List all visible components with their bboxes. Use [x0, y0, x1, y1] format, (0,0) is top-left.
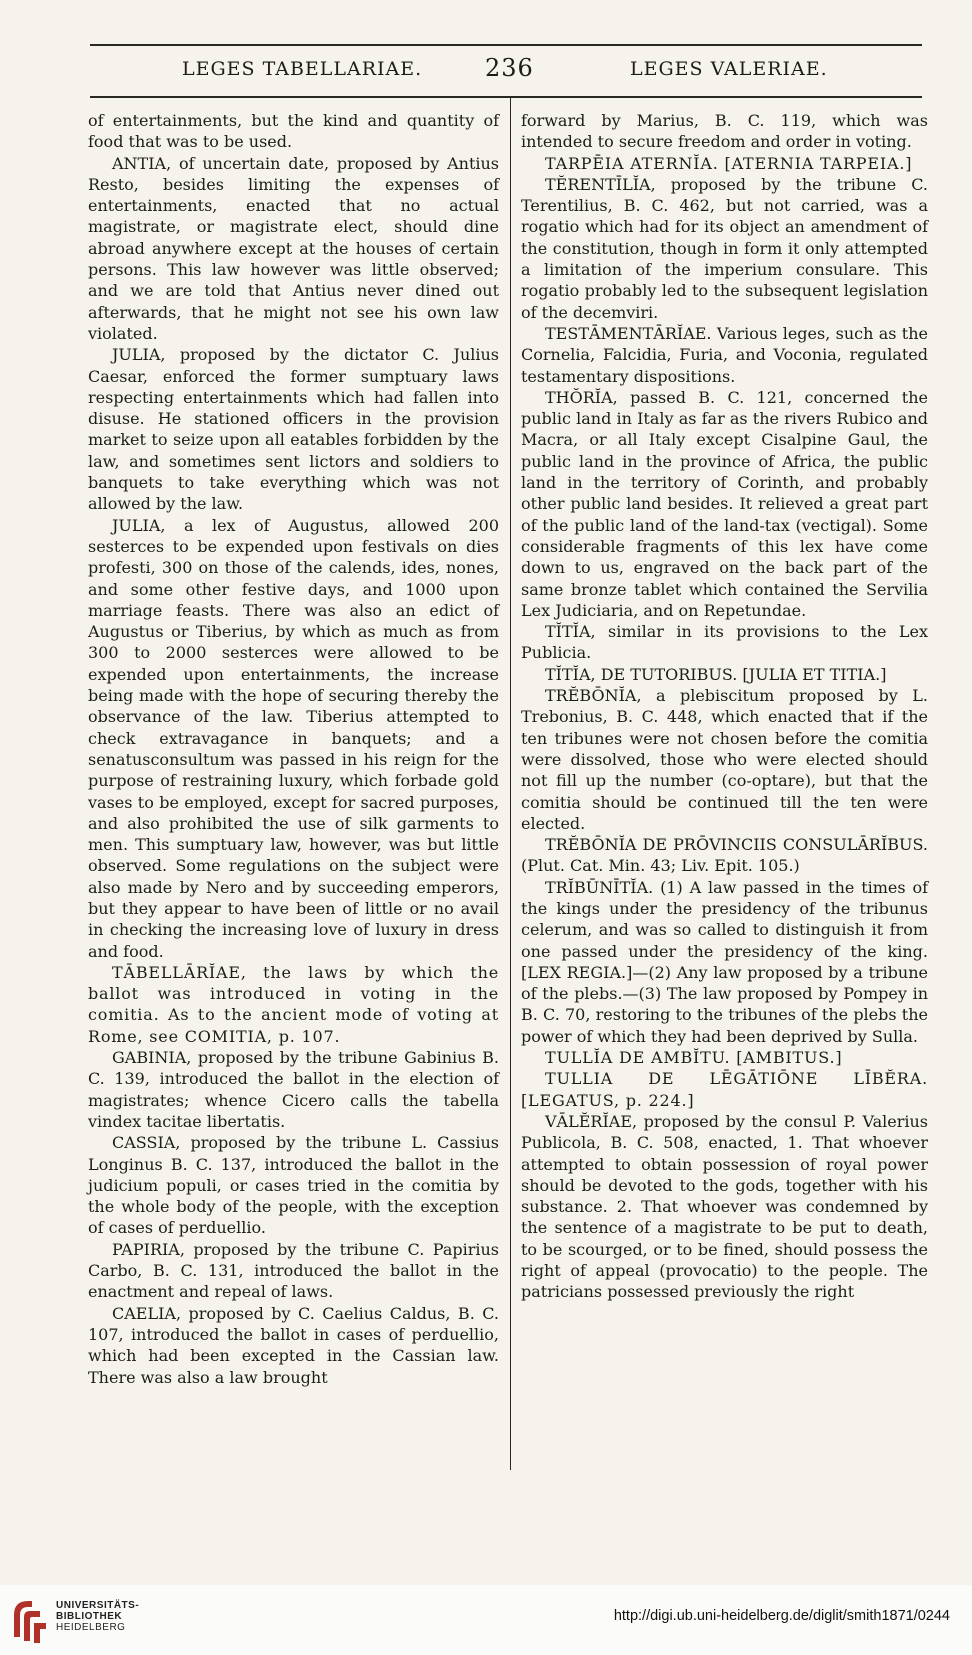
column-divider [510, 98, 511, 1470]
page-number: 236 [485, 54, 534, 82]
paragraph: TULLĬA DE AMBĬTU. [AMBITUS.] [545, 1048, 843, 1068]
paragraph: VĀLĔRĬAE, proposed by the consul P. Valerius Publicola, B. C. 508, enacted, 1. That whoever attempted to obtain possession of royal power should be devoted to the gods, together with his substance. 2. That whoever was condemned by the sentence of a magistrate to be put to death, to be scourged, or to be fined, should possess the right of appeal (provocatio) to the people. The patricians possessed previously the right [521, 1111, 928, 1302]
top-rule [90, 44, 922, 46]
paragraph: JULIA, a lex of Augustus, allowed 200 sesterces to be expended upon festivals on dies profesti, 300 on those of the calends, ides, nones, and some other festive days, and 1000 upon marriage feasts. There was also an edict of Augustus or Tiberius, by which as much as from 300 to 2000 sesterces were allowed to be expended upon entertainments, the increase being made with the hope of securing thereby the observance of the law. Tiberius attempted to check extravagance in banquets; and a senatusconsultum was passed in his reign for the purpose of restraining luxury, which forbade gold vases to be employed, except for sacred purposes, and also prohibited the use of silk garments to men. This sumptuary law, however, was but little observed. Some regulations on the subject were also made by Nero and by succeeding emperors, but they appear to have been of little or no avail in checking the increasing love of luxury in dress and food. [88, 515, 499, 961]
left-column [88, 110, 499, 1388]
source-url-link[interactable]: http://digi.ub.uni-heidelberg.de/diglit/smith1871/0244 [613, 1608, 950, 1624]
paragraph: TARPĒIA ATERNĬA. [ATERNIA TARPEIA.] [545, 153, 913, 173]
library-line: HEIDELBERG [56, 1622, 126, 1633]
paragraph: TRĔBŌNĬA DE PRŌVINCIIS CONSULĀRĬBUS. (Plut. Cat. Min. 43; Liv. Epit. 105.) [521, 835, 928, 876]
paragraph: TRĔBŌNĬA, a plebiscitum proposed by L. Trebonius, B. C. 448, which enacted that if the ten tribunes were not chosen before the comitia were dissolved, those who were elected should not fill up the number (co-optare), but that the comitia should be continued till the ten were elected. [521, 686, 928, 833]
header-rule [90, 96, 922, 98]
paragraph: TĬTĬA, similar in its provisions to the Lex Publicia. [521, 622, 928, 663]
paragraph: TRĬBŪNĪTĬA. (1) A law passed in the times of the kings under the presidency of the tribunus celerum, and was so called to distinguish it from one passed under the presidency of the king. [LEX REGIA.]—(2) Any law proposed by a tribune of the plebs.—(3) The law proposed by Pompey in B. C. 70, restoring to the tribunes of the plebs the power of which they had been deprived by Sulla. [521, 877, 928, 1046]
paragraph: CASSIA, proposed by the tribune L. Cassius Longinus B. C. 137, introduced the ballot in the judicium populi, or cases tried in the comitia by the whole body of the people, with the exception of cases of perduellio. [88, 1133, 499, 1238]
library-line: UNIVERSITÄTS- [56, 1600, 140, 1611]
paragraph: TESTĀMENTĀRĬAE. Various leges, such as the Cornelia, Falcidia, Furia, and Voconia, regulated testamentary dispositions. [521, 323, 928, 386]
paragraph: of entertainments, but the kind and quantity of food that was to be used. [88, 111, 499, 152]
paragraph: THŎRĬA, passed B. C. 121, concerned the public land in Italy as far as the rivers Rubico and Macra, or all Italy except Cisalpine Gaul, the public land in the province of Africa, the public land in the territory of Corinth, and probably other public land besides. It relieved a great part of the public land of the land-tax (vectigal). Some considerable fragments of this lex have come down to us, engraved on the back part of the same bronze tablet which contained the Servilia Lex Judiciaria, and on Repetundae. [521, 387, 928, 620]
paragraph: TĀBELLĀRĬAE, the laws by which the ballot was introduced in voting in the comitia. As to the ancient mode of voting at Rome, see COMITIA, p. 107. [88, 962, 499, 1046]
header-left-title: LEGES TABELLARIAE. [182, 58, 423, 80]
right-column [521, 110, 928, 1303]
library-line: BIBLIOTHEK [56, 1611, 123, 1622]
library-footer [0, 1585, 972, 1655]
paragraph: TULLIA DE LĒGĀTIŌNE LĪBĔRA. [LEGATUS, p. 224.] [521, 1069, 928, 1110]
paragraph: TĬTĬA, DE TUTORIBUS. [JULIA ET TITIA.] [545, 664, 887, 684]
paragraph: forward by Marius, B. C. 119, which was intended to secure freedom and order in voting. [521, 111, 928, 152]
paragraph: GABINIA, proposed by the tribune Gabinius B. C. 139, introduced the ballot in the election of magistrates; whence Cicero calls the tabella vindex tacitae libertatis. [88, 1048, 499, 1131]
paragraph: PAPIRIA, proposed by the tribune C. Papirius Carbo, B. C. 131, introduced the ballot in the enactment and repeal of laws. [88, 1239, 499, 1302]
paragraph: JULIA, proposed by the dictator C. Julius Caesar, enforced the former sumptuary laws respecting entertainments which had fallen into disuse. He stationed officers in the provision market to seize upon all eatables forbidden by the law, and sometimes sent lictors and soldiers to banquets to take everything which was not allowed by the law. [88, 345, 499, 514]
library-logo-icon [10, 1593, 50, 1645]
paragraph: ANTIA, of uncertain date, proposed by Antius Resto, besides limiting the expenses of entertainments, enacted that no actual magistrate, or magistrate elect, should dine abroad anywhere except at the houses of certain persons. This law however was little observed; and we are told that Antius never dined out afterwards, that he might not see his own law violated. [88, 153, 499, 343]
library-name [56, 1600, 139, 1633]
paragraph: CAELIA, proposed by C. Caelius Caldus, B. C. 107, introduced the ballot in cases of perduellio, which had been excepted in the Cassian law. There was also a law brought [88, 1303, 499, 1387]
running-header [90, 54, 922, 94]
paragraph: TĔRENTĪLĬA, proposed by the tribune C. Terentilius, B. C. 462, but not carried, was a rogatio which had for its object an amendment of the constitution, though in form it only attempted a limitation of the imperium consulare. This rogatio probably led to the subsequent legislation of the decemviri. [521, 174, 928, 322]
header-right-title: LEGES VALERIAE. [630, 58, 828, 80]
